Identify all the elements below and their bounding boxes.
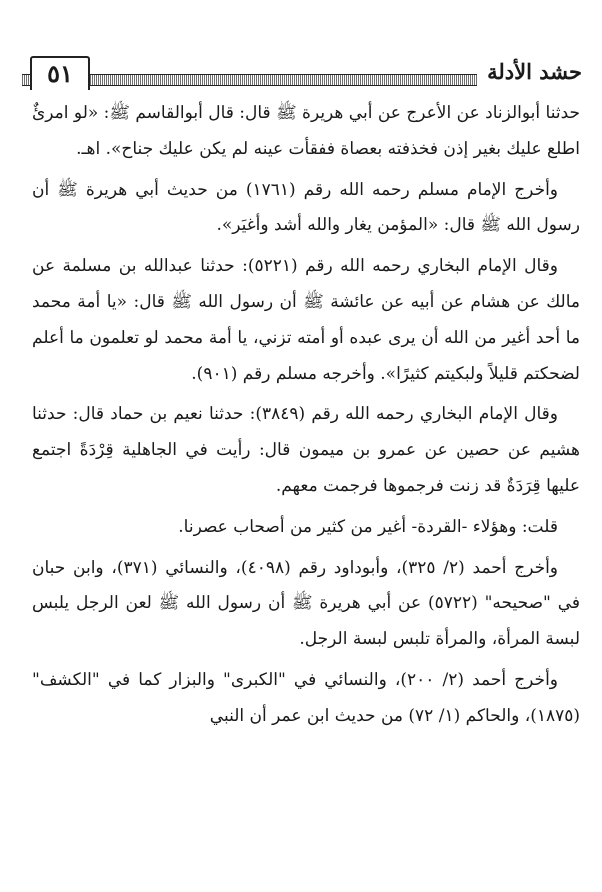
- text-line: رقم (٩٠١).: [191, 363, 271, 384]
- text-line: وأخرج أحمد (٢/ ٣٢٥)، وأبوداود رقم (٤٠٩٨)، والنسائي: [165, 557, 559, 578]
- paragraph: [32, 663, 580, 735]
- paragraph: [32, 249, 580, 392]
- page-header: [22, 56, 582, 90]
- paragraph: [32, 551, 580, 658]
- text-line: (٣٧١)، وابن حبان في "صحيحه" (٥٧٢٢) عن أبي هريرة ﷺ أن: [32, 557, 580, 614]
- text-line: قِرْدَةً اجتمع عليها قِرَدَةٌ قد زنت فرجموها فرجمت معهم.: [32, 440, 580, 496]
- page-number: ٥١: [30, 56, 90, 90]
- text-line: وقال الإمام البخاري رحمه الله رقم (٥٢٢١): حدثنا عبدالله بن مسلمة: [62, 256, 558, 277]
- text-line: وأخرج الإمام مسلم رحمه الله رقم (١٧٦١) من حديث أبي هريرة ﷺ: [57, 179, 559, 200]
- paragraph: [32, 510, 580, 546]
- text-line: قلت: وهؤلاء -القردة- أغير من كثير من أصحاب عصرنا.: [178, 516, 558, 537]
- paragraph: [32, 173, 580, 245]
- text-line: محمد لو تعلمون ما أعلم لضحكتم قليلاً ولبكيتم كثيرًا». وأخرجه مسلم: [32, 327, 580, 384]
- text-line: «يا أمة محمد ما أحد أغير من الله أن يرى عبده أو أمته تزني، يا أمة: [32, 291, 580, 348]
- text-line: حدثنا هشيم عن حصين عن عمرو بن ميمون قال: رأيت في الجاهلية: [32, 404, 580, 461]
- paragraph: [32, 397, 580, 504]
- text-line: يكن عليك جناح». اهـ.: [76, 138, 227, 159]
- text-line: حدثنا أبوالزناد عن الأعرج عن أبي هريرة ﷺ قال: قال أبوالقاسم: [135, 103, 580, 123]
- text-line: "الكشف" (١٨٧٥)، والحاكم (١/ ٧٢) من حديث ابن عمر أن النبي: [32, 669, 580, 726]
- chapter-title: حشد الأدلة: [477, 56, 582, 88]
- body-text: [32, 96, 580, 735]
- text-line: رسول الله ﷺ لعن الرجل يلبس لبسة المرأة، والمرأة تلبس لبسة: [32, 593, 580, 650]
- text-line: وأخرج أحمد (٢/ ٢٠٠)، والنسائي في "الكبرى" والبزار كما في: [107, 669, 558, 690]
- paragraph: [32, 96, 580, 168]
- text-line: الرجل.: [299, 629, 348, 650]
- text-line: ﷺ: «لو امرئٌ اطلع عليك بغير إذن فخذفته بعصاة ففقأت عينه لم: [32, 103, 580, 159]
- text-line: وقال الإمام البخاري رحمه الله رقم (٣٨٤٩): حدثنا نعيم بن حماد قال:: [72, 404, 559, 425]
- text-line: عن مالك عن هشام عن أبيه عن عائشة ﷺ أن رسول الله ﷺ قال:: [32, 256, 580, 312]
- text-line: أن رسول الله ﷺ قال: «المؤمن يغار والله أشد وأغيَر».: [32, 179, 580, 236]
